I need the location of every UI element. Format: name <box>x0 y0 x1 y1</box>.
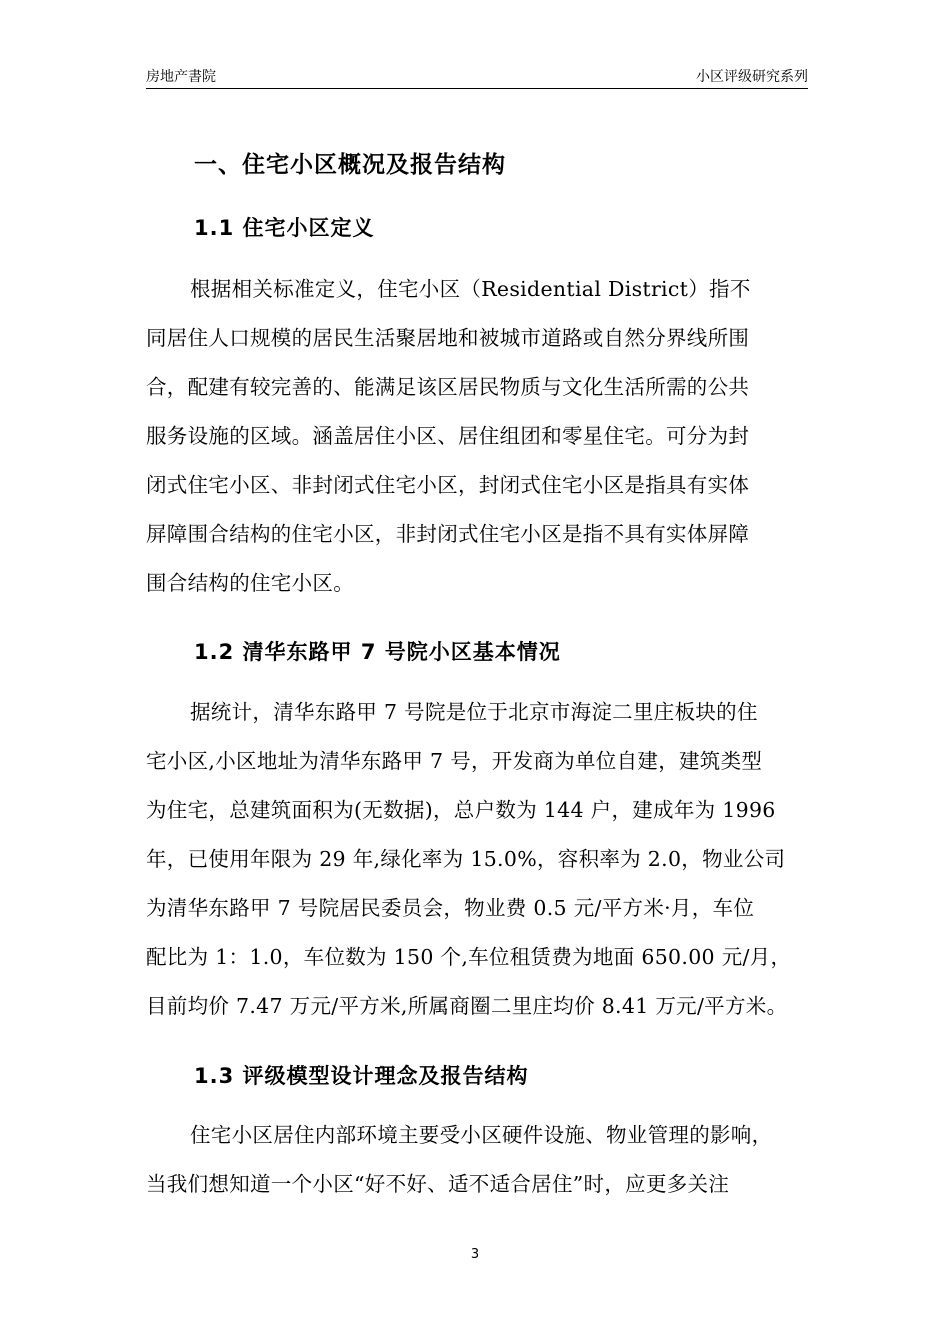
paragraph-line: 围合结构的住宅小区。 <box>146 571 354 595</box>
section-1-3-heading: 1.3 评级模型设计理念及报告结构 <box>194 1064 529 1088</box>
header-divider <box>146 88 808 89</box>
paragraph-line: 为清华东路甲 7 号院居民委员会，物业费 0.5 元/平方米·月，车位 <box>146 896 755 920</box>
paragraph-line: 据统计，清华东路甲 7 号院是位于北京市海淀二里庄板块的住 <box>190 700 758 724</box>
page-header <box>146 66 808 88</box>
paragraph-line: 目前均价 7.47 万元/平方米,所属商圈二里庄均价 8.41 万元/平方米。 <box>146 994 788 1018</box>
paragraph-line: 同居住人口规模的居民生活聚居地和被城市道路或自然分界线所围 <box>146 326 750 350</box>
section-1-2-paragraph <box>146 688 816 1031</box>
paragraph-line: 服务设施的区域。涵盖居住小区、居住组团和零星住宅。可分为封 <box>146 424 750 448</box>
section-1-1-heading: 1.1 住宅小区定义 <box>194 216 375 240</box>
paragraph-line: 根据相关标准定义，住宅小区（Residential District）指不 <box>190 277 751 301</box>
paragraph-line: 屏障围合结构的住宅小区，非封闭式住宅小区是指不具有实体屏障 <box>146 522 750 546</box>
header-right-text: 小区评级研究系列 <box>696 69 808 85</box>
section-1-2-heading: 1.2 清华东路甲 7 号院小区基本情况 <box>194 640 561 664</box>
section-1-3-paragraph <box>146 1111 816 1209</box>
paragraph-line: 宅小区,小区地址为清华东路甲 7 号，开发商为单位自建，建筑类型 <box>146 749 763 773</box>
paragraph-line: 住宅小区居住内部环境主要受小区硬件设施、物业管理的影响， <box>190 1123 773 1147</box>
paragraph-line: 为住宅，总建筑面积为(无数据)，总户数为 144 户，建成年为 1996 <box>146 798 776 822</box>
paragraph-line: 合，配建有较完善的、能满足该区居民物质与文化生活所需的公共 <box>146 375 750 399</box>
page-number: 3 <box>470 1247 480 1262</box>
paragraph-line: 配比为 1：1.0，车位数为 150 个,车位租赁费为地面 650.00 元/月， <box>146 945 792 969</box>
paragraph-line: 当我们想知道一个小区“好不好、适不适合居住”时，应更多关注 <box>146 1172 730 1196</box>
chapter-title: 一、住宅小区概况及报告结构 <box>194 152 506 178</box>
paragraph-line: 闭式住宅小区、非封闭式住宅小区，封闭式住宅小区是指具有实体 <box>146 473 750 497</box>
paragraph-line: 年，已使用年限为 29 年,绿化率为 15.0%，容积率为 2.0，物业公司 <box>146 847 786 871</box>
header-left-text: 房地产書院 <box>146 69 216 85</box>
section-1-1-paragraph <box>146 265 816 608</box>
